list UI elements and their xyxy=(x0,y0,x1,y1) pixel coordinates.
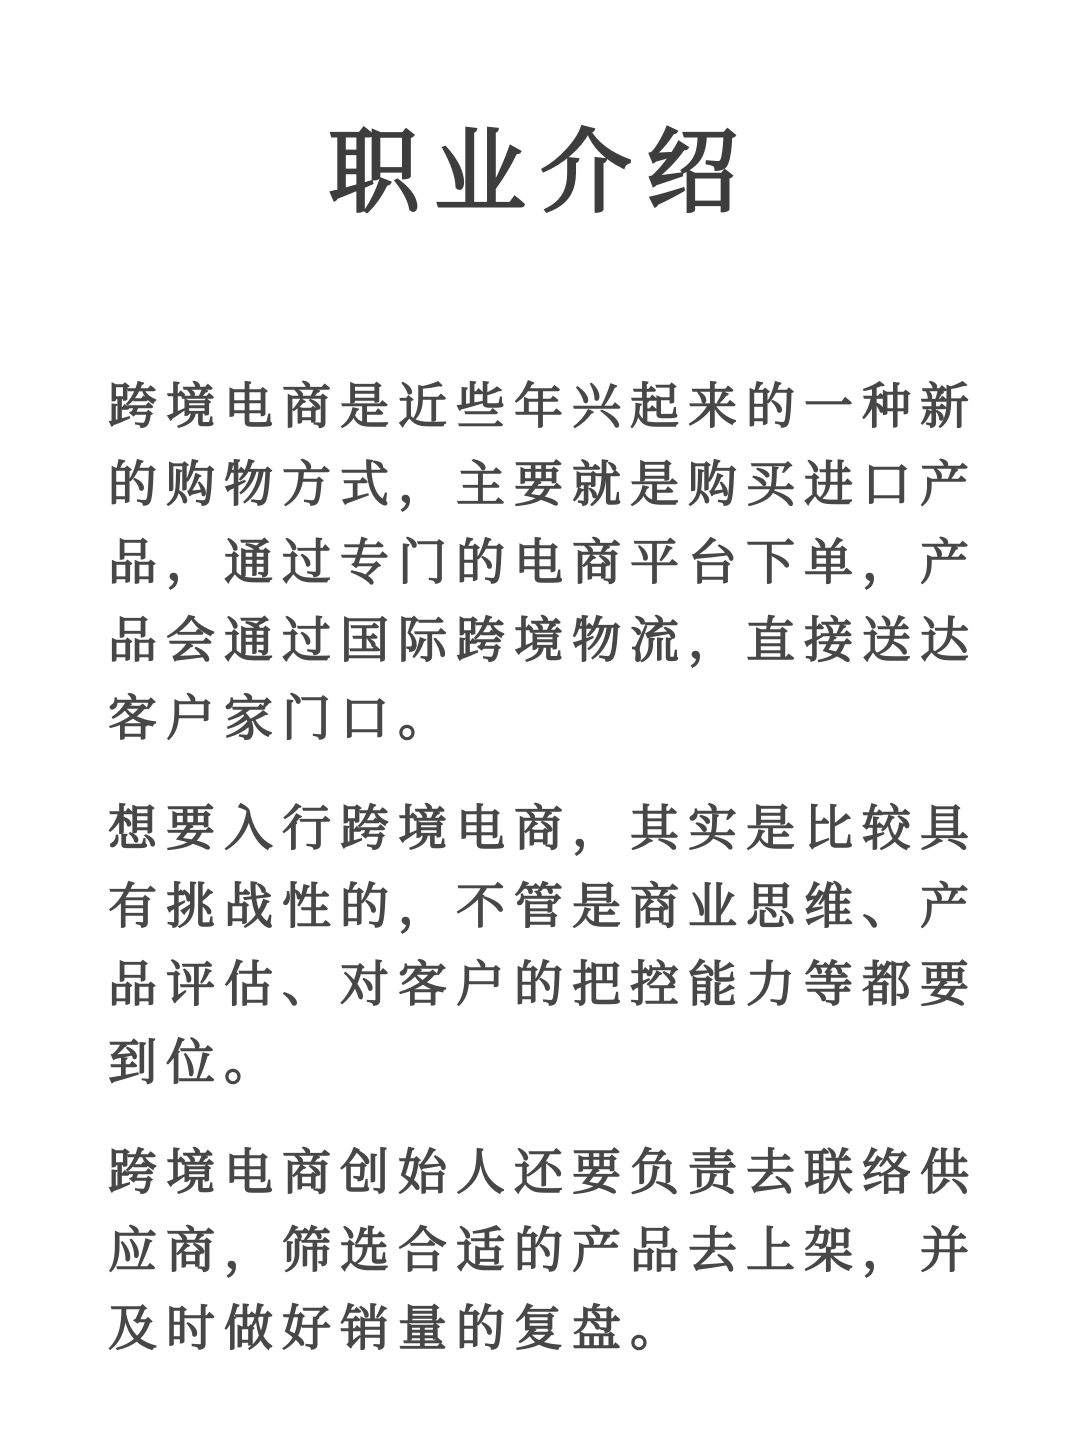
paragraph-2: 想要入行跨境电商，其实是比较具有挑战性的，不管是商业思维、产品评估、对客户的把控能力等都要到位。 xyxy=(108,799,979,1091)
page-title: 职业介绍 xyxy=(327,118,752,226)
paragraph-1: 跨境电商是近些年兴起来的一种新的购物方式，主要就是购买进口产品，通过专门的电商平台下单，产品会通过国际跨境物流，直接送达客户家门口。 xyxy=(108,377,979,747)
paragraph-3: 跨境电商创始人还要负责去联络供应商，筛选合适的产品去上架，并及时做好销量的复盘。 xyxy=(108,1143,979,1357)
